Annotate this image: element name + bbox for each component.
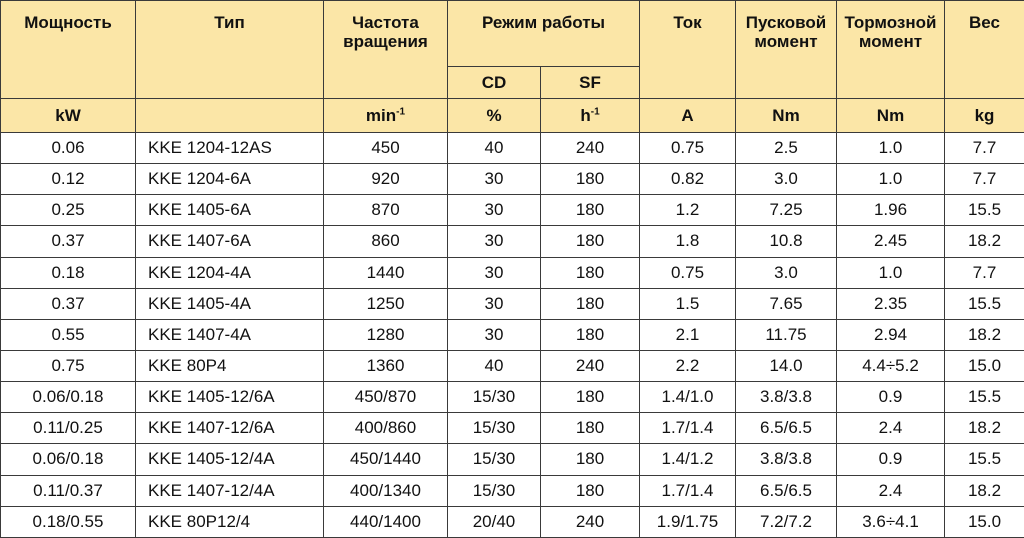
start-torque-cell: 3.8/3.8 bbox=[736, 382, 837, 413]
brake-torque-cell: 2.4 bbox=[837, 413, 945, 444]
power-cell: 0.11/0.37 bbox=[1, 475, 136, 506]
brake-torque-cell: 1.96 bbox=[837, 195, 945, 226]
type-cell: KKE 1204-6A bbox=[136, 164, 324, 195]
cd-cell: 40 bbox=[448, 133, 541, 164]
weight-cell: 15.0 bbox=[945, 350, 1024, 381]
speed-cell: 860 bbox=[324, 226, 448, 257]
type-cell: KKE 80P4 bbox=[136, 350, 324, 381]
weight-cell: 15.5 bbox=[945, 195, 1024, 226]
type-cell: KKE 1405-12/4A bbox=[136, 444, 324, 475]
brake-torque-cell: 2.94 bbox=[837, 319, 945, 350]
speed-cell: 400/860 bbox=[324, 413, 448, 444]
speed-cell: 1250 bbox=[324, 288, 448, 319]
power-cell: 0.11/0.25 bbox=[1, 413, 136, 444]
type-cell: KKE 1204-4A bbox=[136, 257, 324, 288]
start-torque-cell: 7.65 bbox=[736, 288, 837, 319]
cd-cell: 15/30 bbox=[448, 444, 541, 475]
type-cell: KKE 1204-12AS bbox=[136, 133, 324, 164]
power-cell: 0.37 bbox=[1, 288, 136, 319]
sf-cell: 180 bbox=[541, 195, 640, 226]
unit-brake-torque: Nm bbox=[837, 99, 945, 133]
sf-cell: 180 bbox=[541, 319, 640, 350]
speed-cell: 1280 bbox=[324, 319, 448, 350]
sf-cell: 180 bbox=[541, 288, 640, 319]
weight-cell: 15.0 bbox=[945, 506, 1024, 537]
power-cell: 0.37 bbox=[1, 226, 136, 257]
current-cell: 1.7/1.4 bbox=[640, 413, 736, 444]
cd-cell: 20/40 bbox=[448, 506, 541, 537]
cd-cell: 30 bbox=[448, 195, 541, 226]
current-cell: 1.8 bbox=[640, 226, 736, 257]
weight-cell: 7.7 bbox=[945, 257, 1024, 288]
unit-cd: % bbox=[448, 99, 541, 133]
weight-cell: 7.7 bbox=[945, 164, 1024, 195]
unit-speed-exp: -1 bbox=[396, 106, 406, 118]
current-cell: 0.75 bbox=[640, 257, 736, 288]
current-cell: 0.82 bbox=[640, 164, 736, 195]
weight-cell: 18.2 bbox=[945, 475, 1024, 506]
current-cell: 2.2 bbox=[640, 350, 736, 381]
cd-cell: 15/30 bbox=[448, 475, 541, 506]
unit-sf-exp: -1 bbox=[590, 106, 600, 118]
sf-cell: 180 bbox=[541, 475, 640, 506]
current-cell: 0.75 bbox=[640, 133, 736, 164]
cd-cell: 30 bbox=[448, 319, 541, 350]
table-row bbox=[1, 195, 1024, 226]
unit-speed bbox=[324, 99, 448, 133]
current-cell: 1.9/1.75 bbox=[640, 506, 736, 537]
weight-cell: 18.2 bbox=[945, 319, 1024, 350]
start-torque-cell: 2.5 bbox=[736, 133, 837, 164]
table-row bbox=[1, 257, 1024, 288]
sf-cell: 180 bbox=[541, 444, 640, 475]
sf-cell: 240 bbox=[541, 350, 640, 381]
table-row bbox=[1, 506, 1024, 537]
speed-cell: 440/1400 bbox=[324, 506, 448, 537]
table-row bbox=[1, 382, 1024, 413]
brake-torque-cell: 2.4 bbox=[837, 475, 945, 506]
type-cell: KKE 80P12/4 bbox=[136, 506, 324, 537]
unit-start-torque: Nm bbox=[736, 99, 837, 133]
cd-cell: 15/30 bbox=[448, 382, 541, 413]
brake-torque-cell: 0.9 bbox=[837, 382, 945, 413]
sf-cell: 240 bbox=[541, 506, 640, 537]
table-row bbox=[1, 319, 1024, 350]
type-cell: KKE 1407-12/6A bbox=[136, 413, 324, 444]
weight-cell: 18.2 bbox=[945, 413, 1024, 444]
power-cell: 0.06/0.18 bbox=[1, 444, 136, 475]
cd-cell: 15/30 bbox=[448, 413, 541, 444]
table-body bbox=[1, 133, 1024, 538]
sf-cell: 180 bbox=[541, 164, 640, 195]
sf-cell: 180 bbox=[541, 413, 640, 444]
header-start-torque: Пусковой момент bbox=[736, 1, 837, 99]
speed-cell: 1360 bbox=[324, 350, 448, 381]
header-speed: Частота вращения bbox=[324, 1, 448, 99]
current-cell: 2.1 bbox=[640, 319, 736, 350]
table-row bbox=[1, 288, 1024, 319]
speed-cell: 450/1440 bbox=[324, 444, 448, 475]
type-cell: KKE 1407-4A bbox=[136, 319, 324, 350]
type-cell: KKE 1405-6A bbox=[136, 195, 324, 226]
type-cell: KKE 1407-12/4A bbox=[136, 475, 324, 506]
power-cell: 0.12 bbox=[1, 164, 136, 195]
type-cell: KKE 1407-6A bbox=[136, 226, 324, 257]
header-weight: Вес bbox=[945, 1, 1024, 99]
speed-cell: 870 bbox=[324, 195, 448, 226]
sf-cell: 180 bbox=[541, 257, 640, 288]
weight-cell: 15.5 bbox=[945, 444, 1024, 475]
header-sf: SF bbox=[541, 67, 640, 99]
brake-torque-cell: 1.0 bbox=[837, 133, 945, 164]
table-row bbox=[1, 413, 1024, 444]
start-torque-cell: 3.8/3.8 bbox=[736, 444, 837, 475]
table-row bbox=[1, 164, 1024, 195]
power-cell: 0.18/0.55 bbox=[1, 506, 136, 537]
power-cell: 0.75 bbox=[1, 350, 136, 381]
weight-cell: 7.7 bbox=[945, 133, 1024, 164]
unit-weight: kg bbox=[945, 99, 1024, 133]
power-cell: 0.25 bbox=[1, 195, 136, 226]
unit-power: kW bbox=[1, 99, 136, 133]
power-cell: 0.18 bbox=[1, 257, 136, 288]
current-cell: 1.2 bbox=[640, 195, 736, 226]
power-cell: 0.06 bbox=[1, 133, 136, 164]
header-power: Мощность bbox=[1, 1, 136, 99]
brake-torque-cell: 1.0 bbox=[837, 164, 945, 195]
current-cell: 1.4/1.0 bbox=[640, 382, 736, 413]
speed-cell: 400/1340 bbox=[324, 475, 448, 506]
unit-current: A bbox=[640, 99, 736, 133]
cd-cell: 40 bbox=[448, 350, 541, 381]
table-row bbox=[1, 475, 1024, 506]
speed-cell: 920 bbox=[324, 164, 448, 195]
speed-cell: 1440 bbox=[324, 257, 448, 288]
table-row bbox=[1, 444, 1024, 475]
header-current: Ток bbox=[640, 1, 736, 99]
current-cell: 1.5 bbox=[640, 288, 736, 319]
weight-cell: 18.2 bbox=[945, 226, 1024, 257]
sf-cell: 180 bbox=[541, 382, 640, 413]
unit-speed-base: min bbox=[365, 106, 397, 125]
type-cell: KKE 1405-4A bbox=[136, 288, 324, 319]
current-cell: 1.7/1.4 bbox=[640, 475, 736, 506]
table-row bbox=[1, 226, 1024, 257]
start-torque-cell: 3.0 bbox=[736, 257, 837, 288]
unit-type-empty bbox=[136, 99, 324, 133]
sf-cell: 180 bbox=[541, 226, 640, 257]
brake-torque-cell: 2.35 bbox=[837, 288, 945, 319]
power-cell: 0.55 bbox=[1, 319, 136, 350]
start-torque-cell: 11.75 bbox=[736, 319, 837, 350]
start-torque-cell: 6.5/6.5 bbox=[736, 413, 837, 444]
cd-cell: 30 bbox=[448, 288, 541, 319]
unit-sf bbox=[541, 99, 640, 133]
table-row bbox=[1, 350, 1024, 381]
unit-sf-base: h bbox=[580, 106, 591, 125]
header-mode: Режим работы bbox=[448, 1, 640, 67]
type-cell: KKE 1405-12/6A bbox=[136, 382, 324, 413]
header-cd: CD bbox=[448, 67, 541, 99]
brake-torque-cell: 0.9 bbox=[837, 444, 945, 475]
sf-cell: 240 bbox=[541, 133, 640, 164]
brake-torque-cell: 3.6÷4.1 bbox=[837, 506, 945, 537]
brake-torque-cell: 2.45 bbox=[837, 226, 945, 257]
start-torque-cell: 7.25 bbox=[736, 195, 837, 226]
start-torque-cell: 14.0 bbox=[736, 350, 837, 381]
start-torque-cell: 6.5/6.5 bbox=[736, 475, 837, 506]
power-cell: 0.06/0.18 bbox=[1, 382, 136, 413]
header-brake-torque: Тормозной момент bbox=[837, 1, 945, 99]
cd-cell: 30 bbox=[448, 164, 541, 195]
weight-cell: 15.5 bbox=[945, 288, 1024, 319]
start-torque-cell: 10.8 bbox=[736, 226, 837, 257]
start-torque-cell: 7.2/7.2 bbox=[736, 506, 837, 537]
header-type: Тип bbox=[136, 1, 324, 99]
weight-cell: 15.5 bbox=[945, 382, 1024, 413]
cd-cell: 30 bbox=[448, 226, 541, 257]
cd-cell: 30 bbox=[448, 257, 541, 288]
brake-torque-cell: 1.0 bbox=[837, 257, 945, 288]
speed-cell: 450/870 bbox=[324, 382, 448, 413]
brake-torque-cell: 4.4÷5.2 bbox=[837, 350, 945, 381]
start-torque-cell: 3.0 bbox=[736, 164, 837, 195]
table-row bbox=[1, 133, 1024, 164]
current-cell: 1.4/1.2 bbox=[640, 444, 736, 475]
speed-cell: 450 bbox=[324, 133, 448, 164]
